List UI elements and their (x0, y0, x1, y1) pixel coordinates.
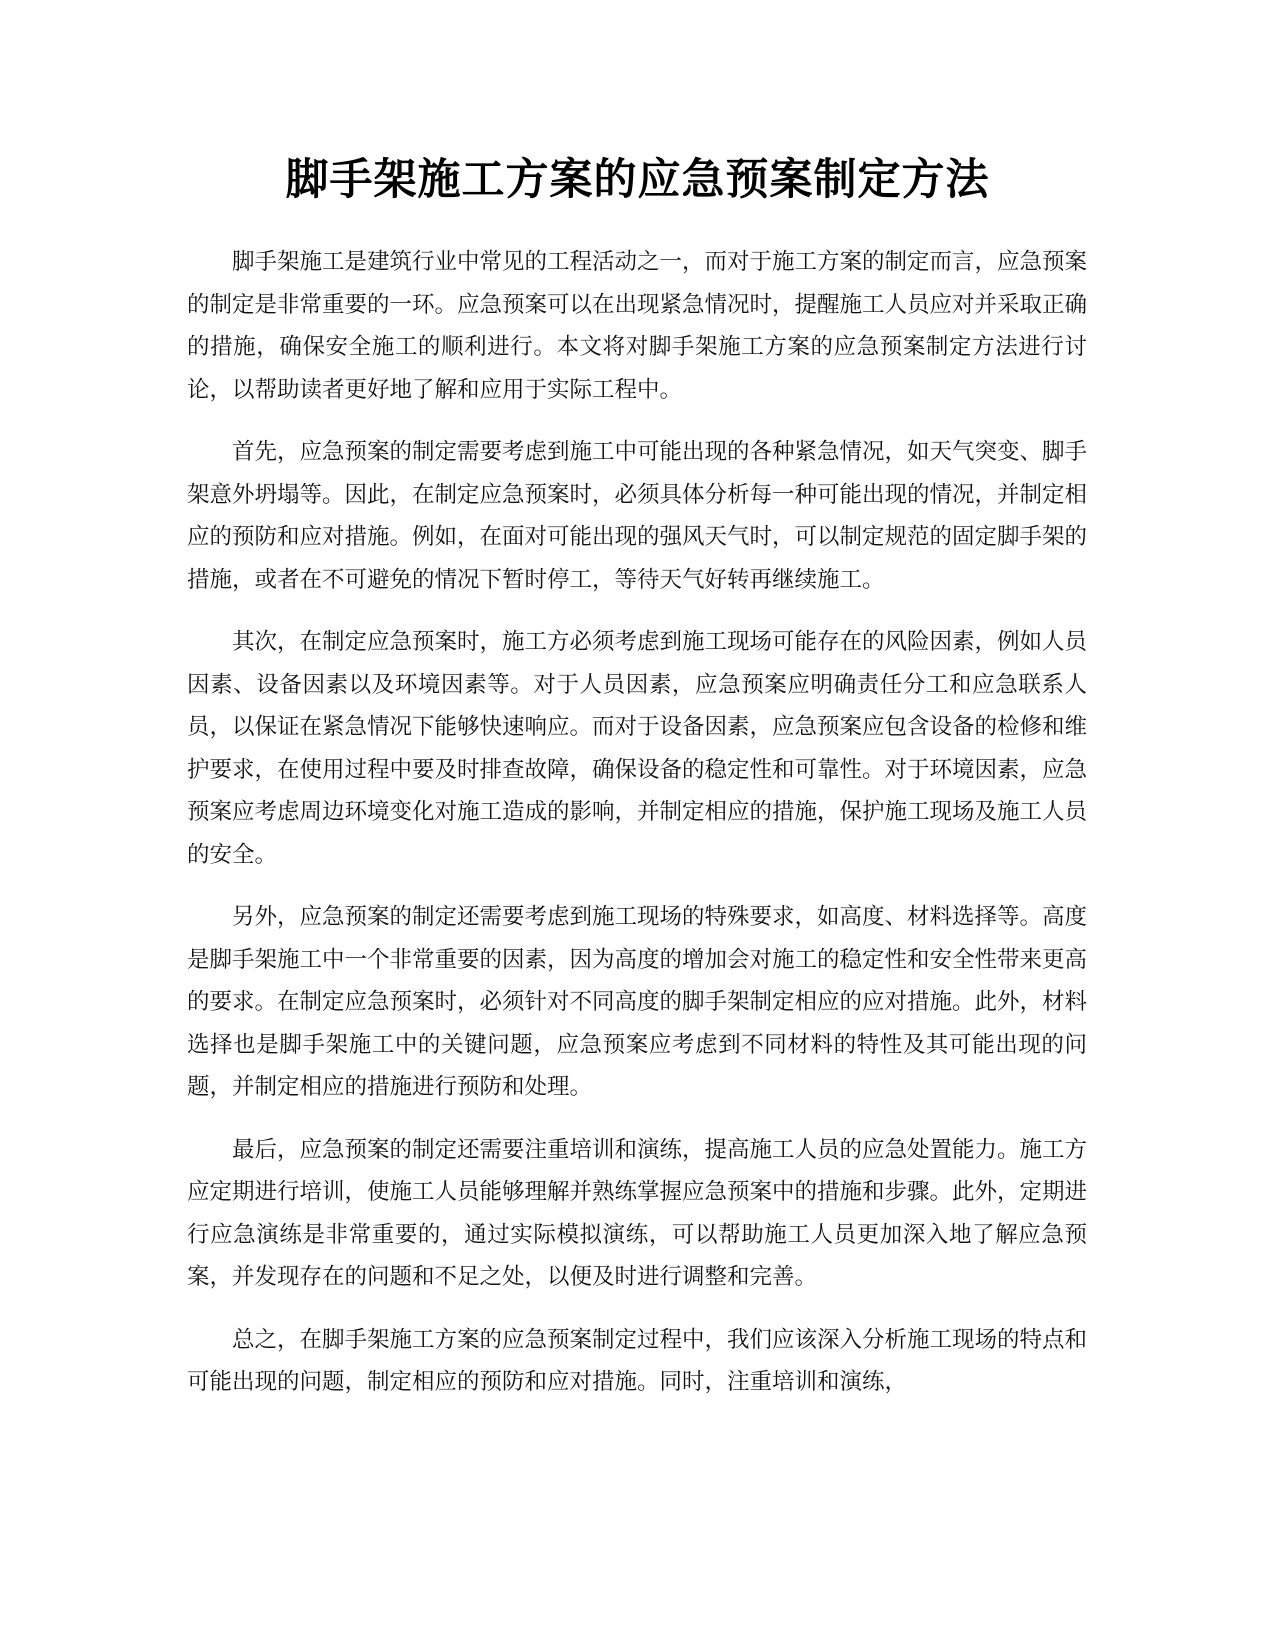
document-title: 脚手架施工方案的应急预案制定方法 (285, 155, 990, 205)
paragraph-intro: 脚手架施工是建筑行业中常见的工程活动之一，而对于施工方案的制定而言，应急预案的制定是非常重要的一环。应急预案可以在出现紧急情况时，提醒施工人员应对并采取正确的措施，确保安全施工的顺利进行。本文将对脚手架施工方案的应急预案制定方法进行讨论，以帮助读者更好地了解和应用于实际工程中。 (187, 249, 1088, 403)
paragraph-last: 最后，应急预案的制定还需要注重培训和演练，提高施工人员的应急处置能力。施工方应定期进行培训，使施工人员能够理解并熟练掌握应急预案中的措施和步骤。此外，定期进行应急演练是非常重要的，通过实际模拟演练，可以帮助施工人员更加深入地了解应急预案，并发现存在的问题和不足之处，以便及时进行调整和完善。 (187, 1136, 1088, 1290)
paragraph-conclusion: 总之，在脚手架施工方案的应急预案制定过程中，我们应该深入分析施工现场的特点和可能出现的问题，制定相应的预防和应对措施。同时，注重培训和演练， (187, 1326, 1088, 1395)
paragraph-first: 首先，应急预案的制定需要考虑到施工中可能出现的各种紧急情况，如天气突变、脚手架意外坍塌等。因此，在制定应急预案时，必须具体分析每一种可能出现的情况，并制定相应的预防和应对措施。例如，在面对可能出现的强风天气时，可以制定规范的固定脚手架的措施，或者在不可避免的情况下暂时停工，等待天气好转再继续施工。 (187, 439, 1088, 593)
paragraph-second: 其次，在制定应急预案时，施工方必须考虑到施工现场可能存在的风险因素，例如人员因素、设备因素以及环境因素等。对于人员因素，应急预案应明确责任分工和应急联系人员，以保证在紧急情况下能够快速响应。而对于设备因素，应急预案应包含设备的检修和维护要求，在使用过程中要及时排查故障，确保设备的稳定性和可靠性。对于环境因素，应急预案应考虑周边环境变化对施工造成的影响，并制定相应的措施，保护施工现场及施工人员的安全。 (187, 629, 1088, 868)
paragraph-additional: 另外，应急预案的制定还需要考虑到施工现场的特殊要求，如高度、材料选择等。高度是脚手架施工中一个非常重要的因素，因为高度的增加会对施工的稳定性和安全性带来更高的要求。在制定应急预案时，必须针对不同高度的脚手架制定相应的应对措施。此外，材料选择也是脚手架施工中的关键问题，应急预案应考虑到不同材料的特性及其可能出现的问题，并制定相应的措施进行预防和处理。 (187, 904, 1088, 1100)
document-body (187, 241, 1087, 1424)
